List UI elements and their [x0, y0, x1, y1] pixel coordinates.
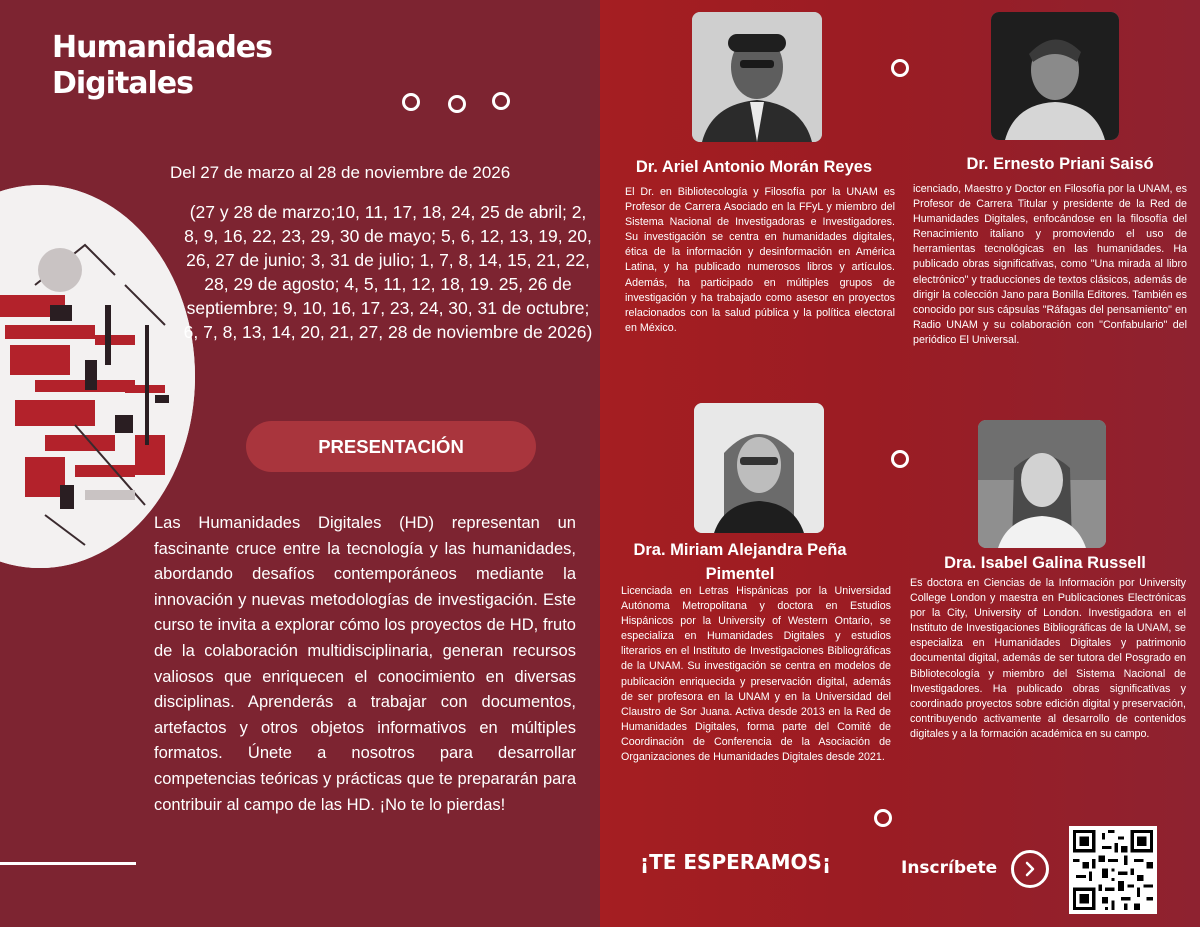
speaker-bio-priani: icenciado, Maestro y Doctor en Filosofía por la UNAM, es Profesor de Carrera Titular y presidente de la Red de Humanidades Digitales, enfocándose en la filosofía del Renacimiento italiano y promoviendo el uso de herramientas tecnológicas en las humanidades. Ha publicado obras significativas, como "Una mirada al libro electrónico" y traducciones de textos clásicos, además de dirigir la colección Jano para Bonilla Editores. También es conocido por sus cápsulas "Ráfagas del pensamiento" en Radio UNAM y su colaboración con "Confabulario" del periódico El Universal. — [913, 183, 1187, 346]
portrait-man-gray-hair — [991, 12, 1119, 140]
speaker-bio-moran: El Dr. en Bibliotecología y Filosofía por la UNAM es Profesor de Carrera Asociado en la FFyL y miembro del Sistema Nacional de Investigadoras e Investigadores. Su investigación se centra en humanidades digitales, ética de la información y desinformación en América Latina, y ha publicado numerosos libros y artículos. Además, ha participado en múltiples grupos de investigación y ha trabajado como asesor en proyectos relacionados con la salud pública y la política electoral en México. — [625, 186, 895, 334]
speaker-name-pena: Dra. Miriam Alejandra Peña Pimentel — [633, 541, 847, 583]
date-range: Del 27 de marzo al 28 de noviembre de 2026 — [170, 163, 511, 182]
decorative-circle-icon — [874, 809, 892, 827]
portrait-man-glasses — [692, 12, 822, 142]
chevron-right-icon — [1022, 861, 1038, 877]
speaker-photo-pena — [694, 403, 824, 533]
decorative-circle-icon — [891, 450, 909, 468]
speaker-name-galina: Dra. Isabel Galina Russell — [944, 554, 1146, 572]
decorative-circle-icon — [492, 92, 510, 110]
speaker-photo-priani — [991, 12, 1119, 140]
title-line-1: Humanidades — [52, 30, 273, 65]
register-button[interactable] — [1011, 850, 1049, 888]
speaker-name-priani: Dr. Ernesto Priani Saisó — [966, 155, 1154, 173]
qr-code-icon — [1073, 830, 1153, 910]
presentation-button[interactable]: PRESENTACIÓN — [246, 421, 536, 472]
decorative-circle-icon — [891, 59, 909, 77]
register-label[interactable]: Inscríbete — [901, 858, 998, 878]
speaker-photo-moran — [692, 12, 822, 142]
cta-text: ¡TE ESPERAMOS¡ — [640, 850, 832, 874]
portrait-woman-smiling — [978, 420, 1106, 548]
title-line-2: Digitales — [52, 66, 194, 101]
page-title — [52, 30, 272, 102]
decorative-circle-icon — [402, 93, 420, 111]
qr-code[interactable] — [1069, 826, 1157, 914]
portrait-woman-glasses — [694, 403, 824, 533]
dates-list: (27 y 28 de marzo;10, 11, 17, 18, 24, 25 de abril; 2, 8, 9, 16, 22, 23, 29, 30 de mayo; 5, 6, 12, 13, 19, 20, 26, 27 de junio; 3, 31 de julio; 1, 7, 8, 14, 15, 21, 22, 28, 29 de agosto; 4, 5, 11, 12, 18, 19. 25, 26 de septiembre; 9, 10, 16, 17, 23, 24, 30, 31 de octubre; 6, 7, 8, 13, 14, 20, 21, 27, 28 de noviembre de 2026) — [183, 202, 593, 342]
speaker-bio-pena: Licenciada en Letras Hispánicas por la Universidad Autónoma Metropolitana y doctora en Estudios Hispánicos por la University of Western Ontario, se especializa en Humanidades Digitales y estudios literarios en el Instituto de Investigaciones Bibliográficas de la UNAM. Su investigación se centra en modelos de publicación enriquecida y preservación digital, además de ser profesora en la UNAM y en la Universidad del Claustro de Sor Juana. Activa desde 2013 en la Red de Humanidades Digitales, forma parte del Comité de Coordinación de Conferencia de la Asociación de Organizaciones de Humanidades Digitales desde 2021. — [621, 585, 891, 764]
speaker-name-moran: Dr. Ariel Antonio Morán Reyes — [635, 158, 873, 176]
course-description: Las Humanidades Digitales (HD) representan un fascinante cruce entre la tecnología y las humanidades, abordando desafíos contemporáneos mediante la innovación y nuevas metodologías de investigación. Este curso te invita a explorar cómo los proyectos de HD, fruto de la colaboración multidisciplinaria, generan recursos valiosos que enriquecen el conocimiento en diversas disciplinas. Aprenderás a trabajar con documentos, artefactos y otros objetos informativos en múltiples formatos. Únete a nosotros para desarrollar competencias teóricas y prácticas que te prepararán para contribuir al campo de las HD. ¡No te lo pierdas! — [154, 514, 576, 814]
divider — [0, 862, 136, 865]
decorative-circle-icon — [448, 95, 466, 113]
speaker-bio-galina: Es doctora en Ciencias de la Información por University College London y maestra en Publicaciones Electrónicas por la City, University of London. Investigadora en el Instituto de Investigaciones Bibliográficas de la UNAM, se especializa en Humanidades Digitales y patrimonio documental digital, además de ser tutora del Posgrado en Bibliotecología y miembro del Sistema Nacional de Investigadores. Ha publicado obras significativas y coordinado proyectos sobre edición digital y preservación, contribuyendo activamente al desarrollo de contenidos digitales y a la formación académica en su campo. — [910, 577, 1186, 740]
speaker-photo-galina — [978, 420, 1106, 548]
